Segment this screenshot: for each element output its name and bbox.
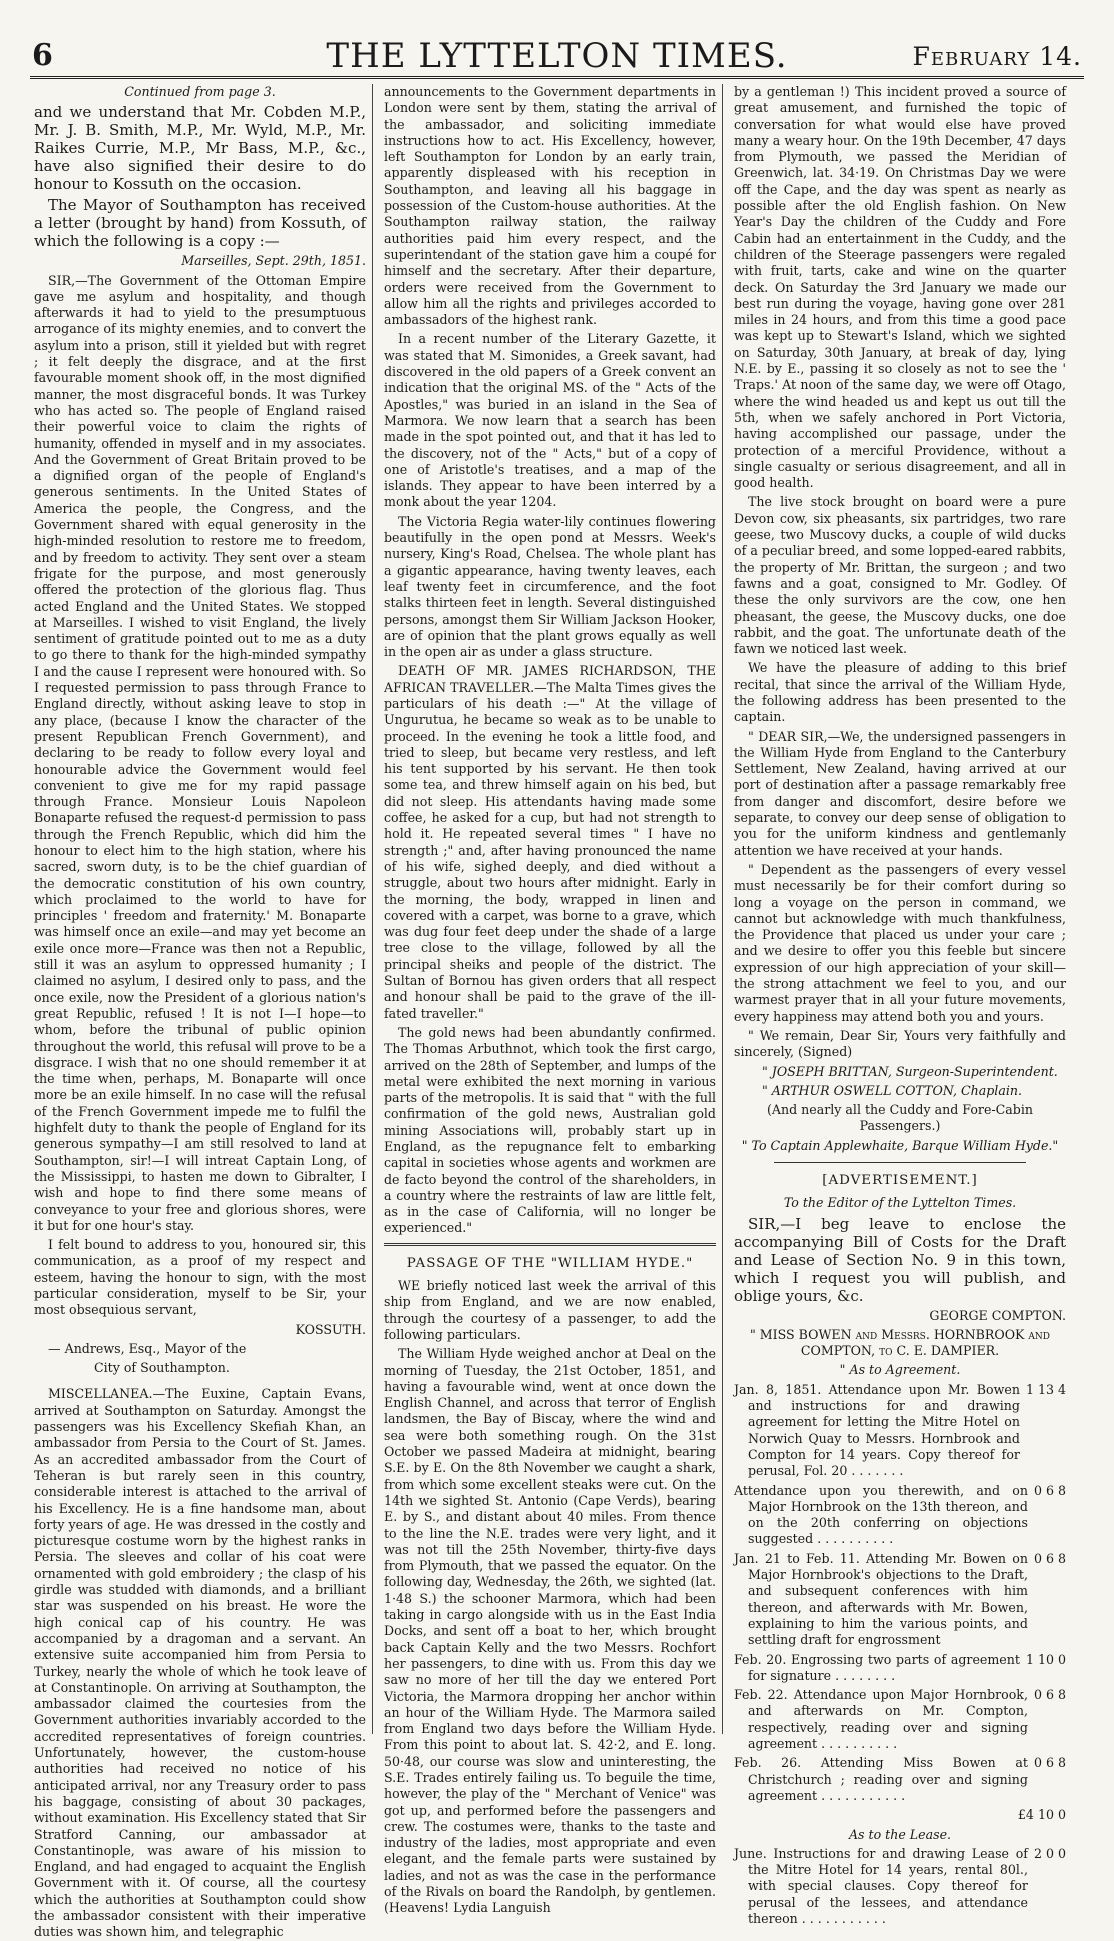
bill-item-amount: 0 6 8 bbox=[1033, 1755, 1066, 1771]
bill-item-amount: 0 6 8 bbox=[1033, 1482, 1066, 1498]
address-paragraph: " We remain, Dear Sir, Yours very faithfully and sincerely, (Signed) bbox=[734, 1027, 1066, 1060]
bill-item-description: Jan. 8, 1851. Attendance upon Mr. Bowen and instructions for and drawing agreement for letting the Mitre Hotel on Norwich Quay to Messrs. Hornbrook and Compton for 14 years. Copy thereof for perusal, Fol. 20 . . . . . . . bbox=[734, 1381, 1020, 1479]
column-2 bbox=[384, 84, 716, 1916]
address-paragraph: " Dependent as the passengers of every vessel must necessarily be for their comfort during so long a voyage on the person in command, we cannot but acknowledge with much thankfulness, the Providence that placed us under your care ; and we desire to offer you this feeble but sincere expression of our high appreciation of your skill—the strong attachment we feel to you, and our warmest prayer that in all your future movements, every happiness may attend both you and yours. bbox=[734, 861, 1066, 1024]
bill-item bbox=[734, 1551, 1066, 1649]
bill-item bbox=[734, 1687, 1066, 1752]
column-1 bbox=[34, 84, 366, 1940]
bill-item-amount: 1 10 0 bbox=[1025, 1651, 1066, 1667]
letter-addressee: — Andrews, Esq., Mayor of the bbox=[48, 1340, 247, 1356]
advertisement-subheading: To the Editor of the Lyttelton Times. bbox=[783, 1195, 1017, 1211]
bill-item bbox=[734, 1483, 1066, 1548]
column-3 bbox=[734, 84, 1066, 1926]
article-paragraph: by a gentleman !) This incident proved a source of great amusement, and furnished the topic of conversation for what would else have proved many a weary hour. On the 19th December, 47 days from Plymouth, we passed the Meridian of Greenwich, lat. 34·19. On Christmas Day we were off the Cape, and the day was spent as nearly as possible after the old English fashion. On New Year's Day the children of the Cuddy and Fore Cabin had an entertainment in the Cuddy, and the children of the Steerage passengers were regaled with fruit, tarts, cake and wine on the quarter deck. On Saturday the 3rd January we made our best run during the voyage, having gone over 281 miles in 24 hours, and from this time a good pace was kept up to Stewart's Island, which we sighted on Saturday, 30th January, at break of day, lying N.E. by E., passing it so closely as not to see the ' Traps.' At noon of the same day, we were off Otago, where the wind headed us and kept us out till the 5th, when we safely anchored in Port Victoria, having accomplished our passage, under the protection of a merciful Providence, without a single casualty or serious disagreement, and all in good health. bbox=[734, 84, 1066, 491]
bill-item-description: June. Instructions for and drawing Lease of the Mitre Hotel for 14 years, rental 80l., with special clauses. Copy thereof for perusal of the lessees, and attendance thereon . . . . . . . . . . . bbox=[734, 1845, 1028, 1926]
newspaper-title: THE LYTTELTON TIMES. bbox=[326, 36, 788, 76]
letter-body: SIR,—The Government of the Ottoman Empire gave me asylum and hospitality, and though afterwards it had to yield to the presumptuous arrogance of its mighty enemies, and to convert the asylum into a prison, still it yielded but with regret ; it felt deeply the disgrace, and at the first favourable moment shook off, in the most dignified manner, the most disgraceful bonds. It was Turkey who has acted so. The people of England raised their powerful voice to claim the rights of humanity, offended in myself and in my associates. And the Government of Great Britain proved to be a dignified organ of the people of England's generous sentiments. In the United States of America the people, the Congress, and the Government shared with equal generosity in the high-minded resolution to restore me to freedom, and by freedom to activity. They sent over a steam frigate for the purpose, and most generously offered the protection of the glorious flag. Thus acted England and the United States. We stopped at Marseilles. I wished to visit England, the lively sentiment of gratitude pointed out to me as a duty to go there to thank for the high-minded sympathy I and the cause I represent were honoured with. So I requested permission to pass through France to England directly, without asking leave to stop in any place, (because I know the character of the present Republican French Government), and declaring to be ready to follow every loyal and honourable advice the Government would feel convenient to give me for my rapid passage through France. Monsieur Louis Napoleon Bonaparte refused the request-d permission to pass through the French Republic, which did him the honour to elect him to the high station, where his sacred, sworn duty, is to be the chief guardian of the democratic constitution of his own country, which proclaimed to the world to have for principles ' freedom and fraternity.' M. Bonaparte was himself once an exile—and may yet become an exile once more—France was then not a Republic, still it was an asylum to oppressed humanity ; I claimed no asylum, I desired only to pass, and the once exile, now the President of a glorious nation's great Republic, refused ! It is not I—I hope—to whom, before the tribunal of public opinion throughout the world, this refusal will prove to be a disgrace. I wish that no one should remember it at the time when, perhaps, M. Bonaparte will once more be an exile himself. In no case will the refusal of the French Government impede me to fulfil the highfelt duty to thank the people of England for its generous sympathy—I am still resolved to land at Southampton, sir!—I will intreat Captain Long, of the Mississippi, to hasten me down to Gibralter, I wish and hope to find there some means of conveyance to your free and glorious shores, were it but for one hour's stay. bbox=[34, 272, 366, 1233]
address-signature: " ARTHUR OSWELL COTTON, Chaplain. bbox=[762, 1082, 1022, 1098]
miscellanea-heading: MISCELLANEA. bbox=[48, 1386, 153, 1402]
lease-subheading: As to the Lease. bbox=[848, 1826, 952, 1842]
bill-subheading: " As to Agreement. bbox=[839, 1362, 961, 1378]
bill-total: £4 10 0 bbox=[1017, 1807, 1066, 1823]
article-paragraph: and we understand that Mr. Cobden M.P., Mr. J. B. Smith, M.P., Mr. Wyld, M.P., Mr. Raikes Currie, M.P., Mr Bass, M.P., &c., have also signified their desire to do honour to Kossuth on the occasion. bbox=[34, 103, 366, 194]
bill-items bbox=[734, 1382, 1066, 1804]
continued-note: Continued from page 3. bbox=[124, 84, 276, 99]
bill-item bbox=[734, 1846, 1066, 1927]
bill-item-amount: 2 0 0 bbox=[1033, 1845, 1066, 1861]
bill-item-description: Feb. 20. Engrossing two parts of agreement for signature . . . . . . . . bbox=[734, 1651, 1020, 1683]
column-divider bbox=[372, 84, 373, 1734]
masthead bbox=[30, 30, 1084, 80]
bill-item-description: Feb. 26. Attending Miss Bowen at Christchurch ; reading over and signing agreement . . . . . . . . . . . bbox=[734, 1755, 1028, 1803]
address-signature: " JOSEPH BRITTAN, Surgeon-Superintendent. bbox=[762, 1063, 1058, 1079]
article-paragraph: We have the pleasure of adding to this brief recital, that since the arrival of the William Hyde, the following address has been presented to the captain. bbox=[734, 660, 1066, 725]
letter-addressee: City of Southampton. bbox=[94, 1360, 230, 1376]
article-paragraph: WE briefly noticed last week the arrival of this ship from England, and we are now enabled, through the courtesy of a passenger, to add the following particulars. bbox=[384, 1278, 716, 1342]
section-rule bbox=[384, 1243, 716, 1246]
masthead-rule bbox=[30, 76, 1084, 79]
passage-heading: PASSAGE OF THE "WILLIAM HYDE." bbox=[406, 1255, 694, 1271]
section-rule bbox=[774, 1162, 1026, 1163]
address-signature: (And nearly all the Cuddy and Fore-Cabin Passengers.) bbox=[767, 1102, 1033, 1134]
letter-body: I felt bound to address to you, honoured sir, this communication, as a proof of my respect and esteem, having the honour to sign, with the most particular consideration, myself to be Sir, your most obsequious servant, bbox=[34, 1237, 366, 1318]
bill-item-amount: 0 6 8 bbox=[1033, 1550, 1066, 1566]
article-paragraph: The gold news had been abundantly confirmed. The Thomas Arbuthnot, which took the first cargo, arrived on the 28th of September, and lumps of the metal were exhibited the next morning in various parts of the metropolis. It is said that " with the full confirmation of the gold news, Australian gold mining Associations will, probably start up in England, as the repugnance felt to embarking capital in societies whose agents and workmen are de facto beyond the control of the shareholders, in a country where the restraints of law are little felt, as in the case of California, will no longer be experienced." bbox=[384, 1024, 716, 1236]
letter-signature: KOSSUTH. bbox=[295, 1321, 366, 1337]
bill-item-description: Jan. 21 to Feb. 11. Attending Mr. Bowen on Major Hornbrook's objections to the Draft, and subsequent conferences with him thereon, and afterwards with Mr. Bowen, explaining to him the various points, and settling draft for engrossment bbox=[734, 1550, 1028, 1648]
bill-item bbox=[734, 1382, 1066, 1480]
page-number: 6 bbox=[32, 38, 53, 73]
article-paragraph: In a recent number of the Literary Gazette, it was stated that M. Simonides, a Greek savant, had discovered in the old papers of a Greek convent an indication that the original MS. of the " Acts of the Apostles," was buried in an island in the Sea of Marmora. We now learn that a search has been made in the spot pointed out, and that it has led to the discovery, not of the " Acts," but of a copy of one of Aristotle's treatises, and a map of the islands. They appear to have been interred by a monk about the year 1204. bbox=[384, 331, 716, 510]
article-paragraph: The Mayor of Southampton has received a letter (brought by hand) from Kossuth, of which the following is a copy :— bbox=[34, 196, 366, 251]
lease-items bbox=[734, 1846, 1066, 1927]
article-paragraph: The live stock brought on board were a pure Devon cow, six pheasants, six partridges, two rare geese, two Muscovy ducks, a couple of wild ducks of a peculiar breed, and some lopped-eared rabbits, the property of Mr. Brittan, the surgeon ; and two fawns and a goat, consigned to Mr. Godley. Of these the only survivors are the cow, one hen pheasant, the geese, the Muscovy ducks, one doe rabbit, and the goat. The unfortunate death of the fawn we noticed last week. bbox=[734, 494, 1066, 657]
address-paragraph: " DEAR SIR,—We, the undersigned passengers in the William Hyde from England to the Canterbury Settlement, New Zealand, having arrived at our port of destination after a passage remarkably free from danger and discomfort, desire before we separate, to convey our deep sense of obligation to you for the uniform kindness and gentlemanly attention we have received at your hands. bbox=[734, 728, 1066, 858]
article-paragraph: announcements to the Government departments in London were sent by them, stating the arrival of the ambassador, and soliciting immediate instructions how to act. His Excellency, however, left Southampton for London by an early train, apparently displeased with his reception in Southampton, and leaving all his baggage in possession of the Custom-house authorities. At the Southampton railway station, the railway authorities paid him every respect, and the superintendant of the station gave him a coupé for himself and the secretary. After their departure, orders were received from the Government to allow him all the rights and privileges accorded to ambassadors of the highest rank. bbox=[384, 84, 716, 328]
bill-item-amount: 1 13 4 bbox=[1025, 1381, 1066, 1397]
death-heading: DEATH OF MR. JAMES RICHARDSON, THE AFRICAN TRAVELLER. bbox=[384, 663, 716, 695]
advertisement-text: SIR,—I beg leave to enclose the accompanying Bill of Costs for the Draft and Lease of Section No. 9 in this town, which I request you will publish, and oblige yours, &c. bbox=[734, 1214, 1066, 1305]
bill-item bbox=[734, 1652, 1066, 1685]
advertisement-signature: GEORGE COMPTON. bbox=[929, 1307, 1066, 1323]
article-paragraph: The Victoria Regia water-lily continues flowering beautifully in the open pond at Messrs. Week's nursery, King's Road, Chelsea. The whole plant has a gigantic appearance, having twenty leaves, each leaf twenty feet in circumference, and the foot stalks thirteen feet in length. Several distinguished persons, amongst them Sir William Jackson Hooker, are of opinion that the plant grows equally as well in the open air as under a glass structure. bbox=[384, 513, 716, 660]
letter-dateline: Marseilles, Sept. 29th, 1851. bbox=[181, 253, 366, 269]
column-divider bbox=[722, 84, 723, 1734]
article-paragraph: The William Hyde weighed anchor at Deal on the morning of Tuesday, the 21st October, 1851, and having a favourable wind, went at once down the English Channel, and across that terror of English landsmen, the Bay of Biscay, where the wind and sea were both something rough. On the 31st October we passed Madeira at midnight, bearing S.E. by E. On the 8th November we caught a shark, from which some excellent steaks were cut. On the 14th we sighted St. Antonio (Cape Verds), bearing E. by S., and distant about 40 miles. From thence to the line the N.E. trades were very light, and it was not till the 25th November, thirty-five days from Plymouth, that we passed the equator. On the following day, Wednesday, the 26th, we sighted (lat. 1·48 S.) the schooner Marmora, which had been taking in cargo alongside with us in the East India Docks, and sent off a boat to her, which brought back Captain Kelly and the two Messrs. Rochfort her passengers, to dine with us. From this day we saw no more of her till the day we entered Port Victoria, the Marmora dropping her anchor within an hour of the William Hyde. The Marmora sailed from England two days before the William Hyde. From this point to about lat. S. 42·2, and E. long. 50·48, our course was slow and uninteresting, the S.E. Trades entirely failing us. To beguile the time, however, the play of the " Merchant of Venice" was got up, and performed before the passengers and crew. The costumes were, thanks to the taste and industry of the ladies, most appropriate and even elegant, and the female parts were sustained by ladies, and not as was the case in the performance of the Rivals on board the Randolph, by gentlemen. (Heavens! Lydia Languish bbox=[384, 1346, 716, 1916]
article-paragraph bbox=[384, 663, 716, 1022]
bill-item-amount: 0 6 8 bbox=[1033, 1687, 1066, 1703]
issue-date: February 14. bbox=[912, 42, 1082, 71]
bill-item-description: Feb. 22. Attendance upon Major Hornbrook, and afterwards on Mr. Compton, respectively, reading over and signing agreement . . . . . . . . . . bbox=[734, 1687, 1028, 1752]
bill-item bbox=[734, 1755, 1066, 1804]
miscellanea-text: —The Euxine, Captain Evans, arrived at Southampton on Saturday. Amongst the passengers was his Excellency Skefiah Khan, an ambassador from Persia to the Court of St. James. As an accredited ambassador from the Court of Teheran is but rarely seen in this country, considerable interest is attached to the arrival of his Excellency. He is a fine handsome man, about forty years of age. He was dressed in the costly and picturesque costume worn by the highest ranks in Persia. The sleeves and collar of his coat were ornamented with gold embroidery ; the clasp of his girdle was studded with diamonds, and a brilliant star was suspended on his breast. He wore the high conical cap of his country. He was accompanied by a dragoman and a servant. An extensive suite accompanied him from Persia to Turkey, nearly the whole of which he took leave of at Constantinople. On arriving at Southampton, the ambassador claimed the courtesies from the Government authorities invariably accorded to the accredited representatives of foreign countries. Unfortunately, however, the custom-house authorities had received no notice of his anticipated arrival, nor any Treasury order to pass his baggage, consisting of about 30 packages, without examination. His Excellency stated that Sir Stratford Canning, our ambassador at Constantinople, was aware of his mission to England, and had engaged to acquaint the English Government with it. Of course, all the courtesy which the authorities at Southampton could show the ambassador consistent with their imperative duties was shown him, and telegraphic bbox=[34, 1386, 366, 1940]
bill-item-description: Attendance upon you therewith, and on Major Hornbrook on the 13th thereon, and on the 20th conferring on objections suggested . . . . . . . . . . bbox=[734, 1482, 1028, 1547]
miscellanea-paragraph bbox=[34, 1386, 366, 1940]
advertisement-heading: [ADVERTISEMENT.] bbox=[822, 1173, 978, 1188]
address-recipient: " To Captain Applewhaite, Barque William Hyde." bbox=[741, 1137, 1059, 1153]
death-text: —The Malta Times gives the particulars of his death :—" At the village of Ungurutua, he became so weak as to be unable to proceed. In the evening he took a little food, and tried to sleep, but became very restless, and left his tent supported by his servant. He then took some tea, and threw himself again on his bed, but did not sleep. His attendants having made some coffee, he asked for a cup, but had not strength to hold it. He repeated several times " I have no strength ;" and, after having pronounced the name of his wife, sighed deeply, and died without a struggle, about two hours after midnight. Early in the morning, the body, wrapped in linen and covered with a carpet, was borne to a grave, which was dug four feet deep under the shade of a large tree close to the village, followed by all the principal sheiks and people of the district. The Sultan of Bornou has given orders that all respect and honour shall be paid to the grave of the ill-fated traveller." bbox=[384, 679, 716, 1021]
bill-heading: " MISS BOWEN and Messrs. HORNBROOK and COMPTON, to C. E. DAMPIER. bbox=[749, 1326, 1051, 1359]
